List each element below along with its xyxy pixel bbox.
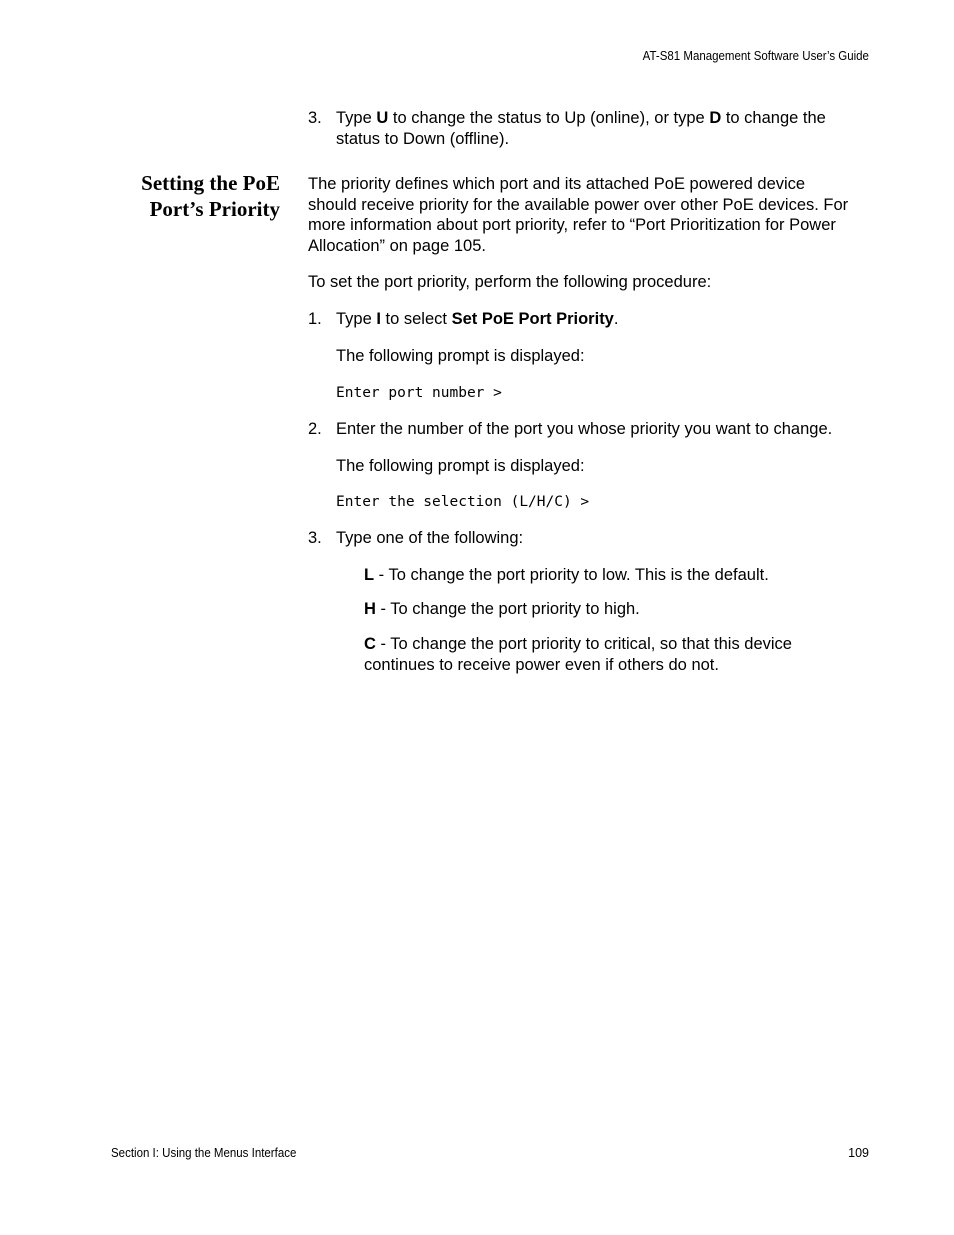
running-header: AT-S81 Management Software User’s Guide [642,49,869,63]
footer-section: Section I: Using the Menus Interface [111,1146,297,1160]
menu-option-name: Set PoE Port Priority [451,310,614,328]
prompt-text: Enter the selection (L/H/C) > [336,494,590,510]
section-heading: Setting the PoE Port’s Priority [141,171,280,221]
key-d: D [709,109,722,127]
step-text: Type U to change the status to Up (online), or type D to change the status to Down (offline). [336,109,826,148]
page-number: 109 [848,1146,869,1160]
option-low: L - To change the port priority to low. This is the default. [364,566,769,584]
step-text: Type I to select Set PoE Port Priority. [336,310,619,328]
option-critical: C - To change the port priority to critical, so that this device continues to receive power even if others do not. [364,635,792,674]
step-number: 3. [308,109,322,127]
intro-paragraph: The priority defines which port and its attached PoE powered device should receive priority for the available power over other PoE devices. For more information about port priority, refer to “Port Prioritization for Power Allocation” on page 105. [308,175,849,255]
step-number: 2. [308,420,322,438]
step-number: 3. [308,529,322,547]
key-i: I [376,310,381,328]
prompt-intro: The following prompt is displayed: [336,457,585,475]
option-high: H - To change the port priority to high. [364,600,640,618]
prompt-text: Enter port number > [336,385,502,401]
step-text: Type one of the following: [336,529,524,547]
prompt-intro: The following prompt is displayed: [336,347,585,365]
procedure-intro: To set the port priority, perform the following procedure: [308,273,712,291]
step-text: Enter the number of the port you whose priority you want to change. [336,420,833,438]
step-number: 1. [308,310,322,328]
key-u: U [376,109,389,127]
